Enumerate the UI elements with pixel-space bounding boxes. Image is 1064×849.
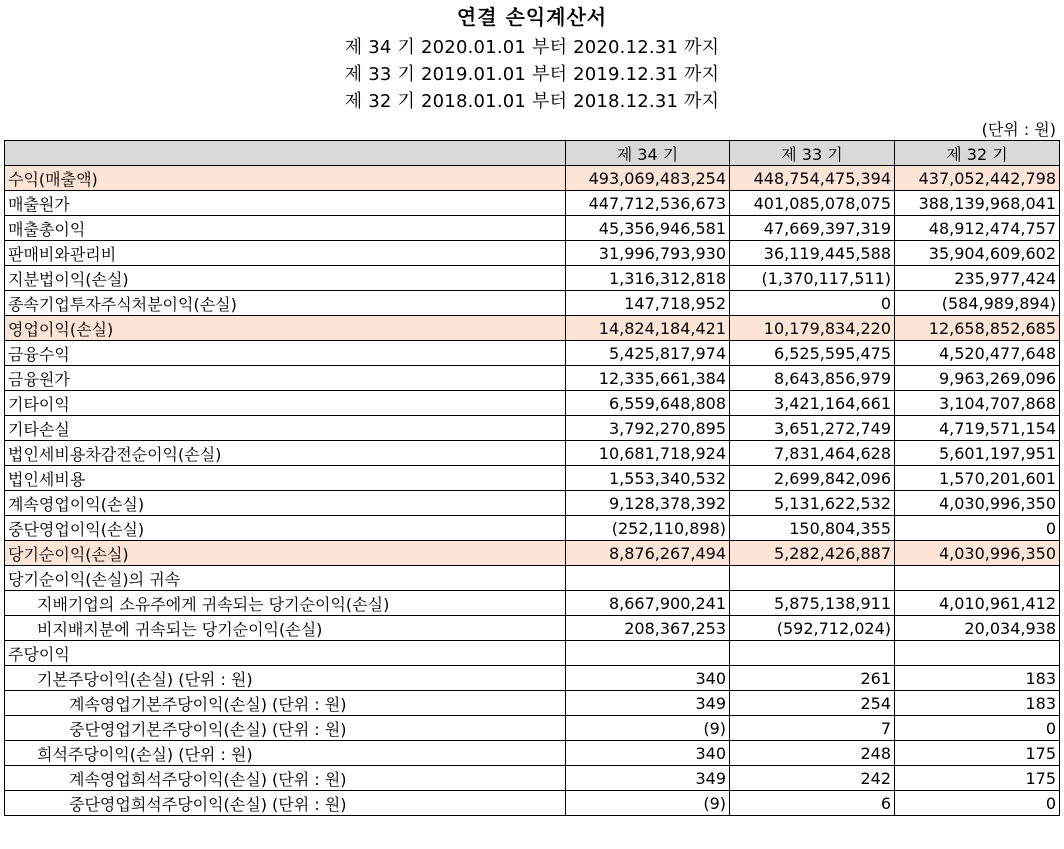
value-period-33 (730, 641, 895, 666)
table-row (5, 666, 1060, 691)
value-period-34: 349 (566, 766, 730, 791)
value-period-33: 248 (730, 741, 895, 766)
value-period-34: 45,356,946,581 (566, 216, 730, 241)
row-label: 법인세비용 (5, 466, 566, 491)
table-row (5, 516, 1060, 541)
table-row (5, 416, 1060, 441)
period-line-33: 제 33 기 2019.01.01 부터 2019.12.31 까지 (344, 64, 720, 85)
value-period-34: 349 (566, 691, 730, 716)
table-row (5, 741, 1060, 766)
value-period-33: 5,282,426,887 (730, 541, 895, 566)
statement-title: 연결 손익계산서 (456, 5, 608, 29)
value-period-32: 1,570,201,601 (895, 466, 1060, 491)
value-period-33: (592,712,024) (730, 616, 895, 641)
period-line-34: 제 34 기 2020.01.01 부터 2020.12.31 까지 (344, 37, 720, 58)
row-label: 중단영업희석주당이익(손실) (단위 : 원) (5, 791, 566, 816)
value-period-33 (730, 566, 895, 591)
row-label: 중단영업기본주당이익(손실) (단위 : 원) (5, 716, 566, 741)
header-period-32: 제 32 기 (895, 141, 1060, 166)
period-line-32: 제 32 기 2018.01.01 부터 2018.12.31 까지 (344, 91, 720, 112)
value-period-33: 261 (730, 666, 895, 691)
row-label: 중단영업이익(손실) (5, 516, 566, 541)
value-period-34: 8,667,900,241 (566, 591, 730, 616)
table-row (5, 266, 1060, 291)
header-row (5, 141, 1060, 166)
value-period-34 (566, 641, 730, 666)
value-period-33: 448,754,475,394 (730, 166, 895, 191)
value-period-32: 4,030,996,350 (895, 491, 1060, 516)
row-label: 영업이익(손실) (5, 316, 566, 341)
table-row (5, 791, 1060, 816)
value-period-33: 7 (730, 716, 895, 741)
table-row (5, 591, 1060, 616)
value-period-34: 340 (566, 741, 730, 766)
row-label: 지분법이익(손실) (5, 266, 566, 291)
header-period-33: 제 33 기 (730, 141, 895, 166)
value-period-34: 9,128,378,392 (566, 491, 730, 516)
value-period-34: 493,069,483,254 (566, 166, 730, 191)
table-body (5, 166, 1060, 816)
value-period-33: 254 (730, 691, 895, 716)
value-period-34: 14,824,184,421 (566, 316, 730, 341)
value-period-32: 437,052,442,798 (895, 166, 1060, 191)
value-period-32: 0 (895, 791, 1060, 816)
value-period-32: 4,520,477,648 (895, 341, 1060, 366)
value-period-34: 447,712,536,673 (566, 191, 730, 216)
value-period-32: 183 (895, 666, 1060, 691)
row-label: 주당이익 (5, 641, 566, 666)
row-label: 매출총이익 (5, 216, 566, 241)
table-row (5, 691, 1060, 716)
table-row (5, 491, 1060, 516)
value-period-32: 5,601,197,951 (895, 441, 1060, 466)
value-period-33: 6 (730, 791, 895, 816)
table-row (5, 216, 1060, 241)
value-period-34: 8,876,267,494 (566, 541, 730, 566)
value-period-32: 0 (895, 716, 1060, 741)
table-row (5, 316, 1060, 341)
value-period-34 (566, 566, 730, 591)
value-period-33: 242 (730, 766, 895, 791)
value-period-34: 6,559,648,808 (566, 391, 730, 416)
value-period-34: 5,425,817,974 (566, 341, 730, 366)
row-label: 기타손실 (5, 416, 566, 441)
row-label: 비지배지분에 귀속되는 당기순이익(손실) (5, 616, 566, 641)
table-row (5, 291, 1060, 316)
value-period-32: 175 (895, 766, 1060, 791)
value-period-33: 47,669,397,319 (730, 216, 895, 241)
value-period-33: 0 (730, 291, 895, 316)
value-period-33: 6,525,595,475 (730, 341, 895, 366)
table-row (5, 441, 1060, 466)
row-label: 계속영업기본주당이익(손실) (단위 : 원) (5, 691, 566, 716)
table-row (5, 641, 1060, 666)
value-period-34: 3,792,270,895 (566, 416, 730, 441)
row-label: 지배기업의 소유주에게 귀속되는 당기순이익(손실) (5, 591, 566, 616)
value-period-33: 5,131,622,532 (730, 491, 895, 516)
table-row (5, 716, 1060, 741)
value-period-32: 12,658,852,685 (895, 316, 1060, 341)
value-period-34: (9) (566, 716, 730, 741)
row-label: 기타이익 (5, 391, 566, 416)
value-period-34: 208,367,253 (566, 616, 730, 641)
table-row (5, 191, 1060, 216)
value-period-33: 401,085,078,075 (730, 191, 895, 216)
row-label: 계속영업희석주당이익(손실) (단위 : 원) (5, 766, 566, 791)
value-period-32: 0 (895, 516, 1060, 541)
value-period-32: 20,034,938 (895, 616, 1060, 641)
value-period-34: 12,335,661,384 (566, 366, 730, 391)
table-row (5, 541, 1060, 566)
value-period-32 (895, 641, 1060, 666)
value-period-33: 10,179,834,220 (730, 316, 895, 341)
value-period-32: 4,030,996,350 (895, 541, 1060, 566)
row-label: 금융원가 (5, 366, 566, 391)
row-label: 수익(매출액) (5, 166, 566, 191)
value-period-32: 9,963,269,096 (895, 366, 1060, 391)
value-period-32: 235,977,424 (895, 266, 1060, 291)
row-label: 금융수익 (5, 341, 566, 366)
value-period-32: 4,010,961,412 (895, 591, 1060, 616)
value-period-34: 10,681,718,924 (566, 441, 730, 466)
value-period-33: 7,831,464,628 (730, 441, 895, 466)
value-period-32: 175 (895, 741, 1060, 766)
value-period-32: (584,989,894) (895, 291, 1060, 316)
value-period-33: 5,875,138,911 (730, 591, 895, 616)
value-period-34: (9) (566, 791, 730, 816)
value-period-32 (895, 566, 1060, 591)
table-row (5, 566, 1060, 591)
table-row (5, 366, 1060, 391)
table-row (5, 241, 1060, 266)
table-row (5, 391, 1060, 416)
value-period-33: 8,643,856,979 (730, 366, 895, 391)
value-period-34: (252,110,898) (566, 516, 730, 541)
value-period-34: 1,316,312,818 (566, 266, 730, 291)
header-label-cell (5, 141, 566, 166)
value-period-32: 48,912,474,757 (895, 216, 1060, 241)
value-period-34: 147,718,952 (566, 291, 730, 316)
table-row (5, 766, 1060, 791)
header-period-34: 제 34 기 (566, 141, 730, 166)
row-label: 종속기업투자주식처분이익(손실) (5, 291, 566, 316)
income-statement-table (4, 140, 1060, 816)
table-row (5, 616, 1060, 641)
table-row (5, 466, 1060, 491)
value-period-34: 31,996,793,930 (566, 241, 730, 266)
value-period-33: 3,651,272,749 (730, 416, 895, 441)
row-label: 계속영업이익(손실) (5, 491, 566, 516)
row-label: 매출원가 (5, 191, 566, 216)
value-period-32: 4,719,571,154 (895, 416, 1060, 441)
row-label: 당기순이익(손실) (5, 541, 566, 566)
value-period-32: 3,104,707,868 (895, 391, 1060, 416)
value-period-33: 150,804,355 (730, 516, 895, 541)
table-row (5, 341, 1060, 366)
unit-label: (단위 : 원) (981, 120, 1056, 139)
value-period-33: (1,370,117,511) (730, 266, 895, 291)
value-period-33: 36,119,445,588 (730, 241, 895, 266)
row-label: 법인세비용차감전순이익(손실) (5, 441, 566, 466)
row-label: 희석주당이익(손실) (단위 : 원) (5, 741, 566, 766)
row-label: 당기순이익(손실)의 귀속 (5, 566, 566, 591)
row-label: 기본주당이익(손실) (단위 : 원) (5, 666, 566, 691)
row-label: 판매비와관리비 (5, 241, 566, 266)
value-period-32: 183 (895, 691, 1060, 716)
value-period-32: 388,139,968,041 (895, 191, 1060, 216)
value-period-34: 1,553,340,532 (566, 466, 730, 491)
value-period-34: 340 (566, 666, 730, 691)
value-period-33: 3,421,164,661 (730, 391, 895, 416)
value-period-32: 35,904,609,602 (895, 241, 1060, 266)
value-period-33: 2,699,842,096 (730, 466, 895, 491)
table-row (5, 166, 1060, 191)
